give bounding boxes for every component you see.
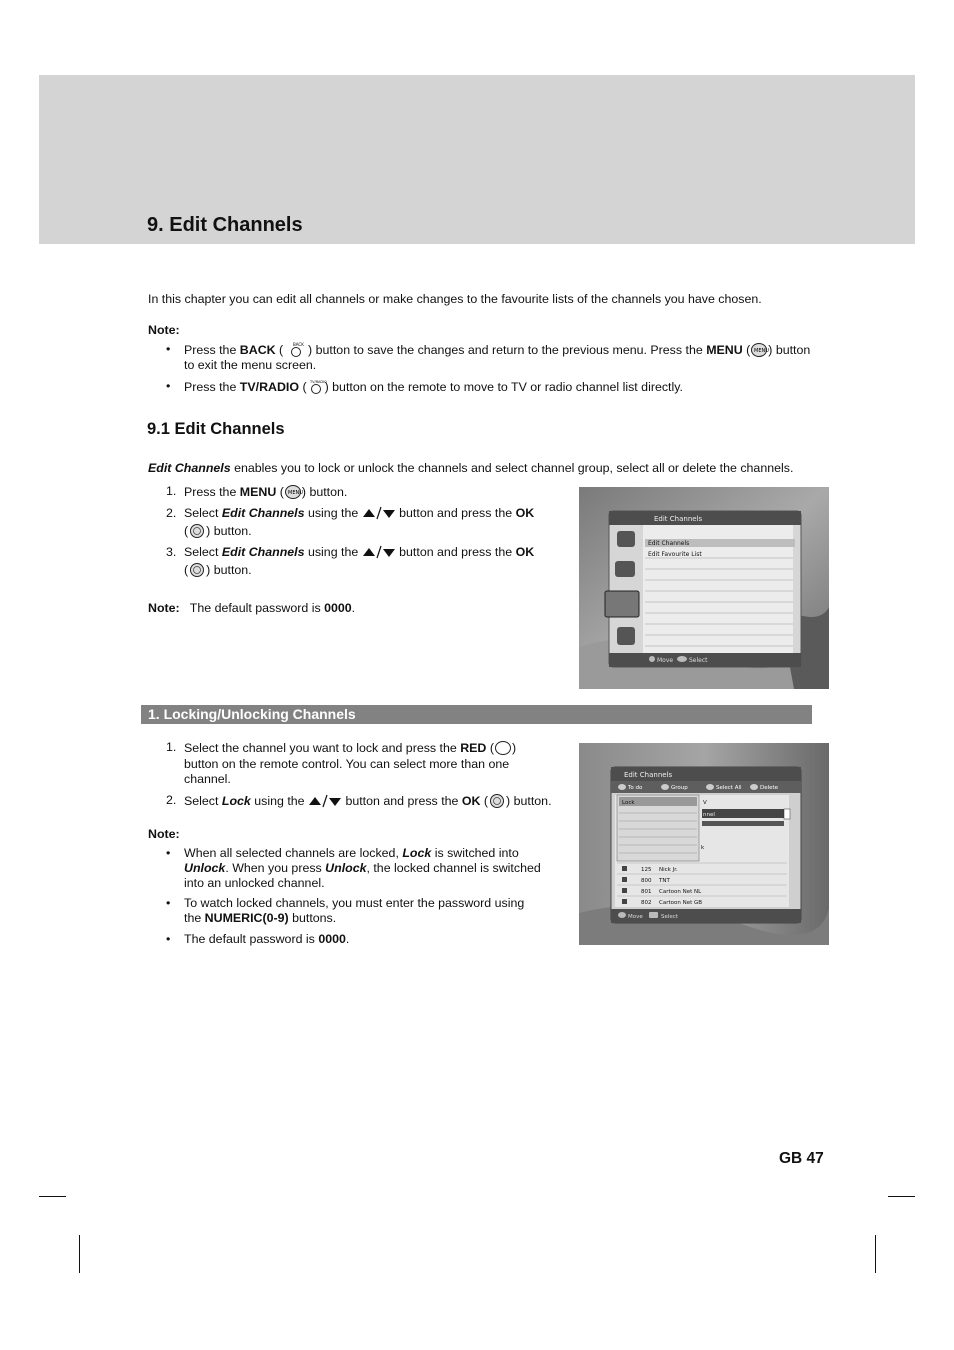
- shot2-channel-num: 800: [641, 878, 652, 884]
- shot2-channel-name: Nick Jr.: [659, 867, 678, 873]
- step-select-lock: Select Lock using the button and press the OK ( ) button.: [184, 794, 552, 808]
- bullet-dot: •: [166, 342, 171, 356]
- shot2-footer-select: Select: [661, 914, 678, 920]
- step-number: 2.: [166, 506, 177, 520]
- step-number: 2.: [166, 793, 177, 807]
- svg-text:BACK: BACK: [292, 342, 304, 347]
- shot2-channel-name: Cartoon Net GB: [659, 900, 703, 906]
- note-bullet-password-line2: the NUMERIC(0-9) buttons.: [184, 911, 337, 925]
- note-bullet-password: To watch locked channels, you must enter the password using: [184, 896, 525, 910]
- up-down-arrow-icon: [362, 545, 396, 558]
- step-number: 1.: [166, 740, 177, 754]
- bullet-dot: •: [166, 896, 171, 910]
- shot2-channel-num: 802: [641, 900, 652, 906]
- shot1-footer-select: Select: [689, 657, 708, 664]
- shot2-btn-todo: To do: [628, 785, 643, 791]
- crop-mark: [888, 1196, 915, 1197]
- shot1-item: Edit Channels: [648, 540, 690, 547]
- ok-button-icon: [188, 523, 206, 538]
- back-button-icon: [287, 342, 305, 357]
- section-title: 9.1 Edit Channels: [147, 420, 285, 438]
- shot2-channel-num: 125: [641, 867, 652, 873]
- bullet-dot: •: [166, 846, 171, 860]
- section-bar-locking: 1. Locking/Unlocking Channels: [141, 705, 812, 724]
- svg-text:MENU: MENU: [287, 490, 303, 496]
- crop-mark: [875, 1235, 876, 1273]
- note-bullet-lock-switch-line2: Unlock. When you press Unlock, the locked channel is switched: [184, 861, 541, 875]
- step-press-menu: Press the MENU ( MENU ) button.: [184, 485, 348, 499]
- crop-mark: [39, 1196, 66, 1197]
- note-bullet-back-line2: to exit the menu screen.: [184, 358, 317, 372]
- step-ok-line: ( ) button.: [184, 563, 252, 577]
- up-down-arrow-icon: [362, 506, 396, 519]
- shot2-fragment: nnel: [703, 812, 715, 818]
- password-note: Note: The default password is 0000.: [148, 601, 356, 615]
- shot2-btn-group: Group: [671, 785, 688, 791]
- crop-mark: [79, 1235, 80, 1273]
- step-select-channel-red: Select the channel you want to lock and press the RED ( ): [184, 741, 517, 755]
- svg-text:MENU: MENU: [754, 348, 770, 354]
- page-number: GB 47: [779, 1150, 824, 1167]
- shot2-channel-name: Cartoon Net NL: [659, 889, 702, 895]
- shot1-title: Edit Channels: [654, 515, 703, 523]
- step-select-edit-channels: Select Edit Channels using the button and press the OK: [184, 506, 535, 520]
- note-bullet-back: Press the BACK ( BACK ) button to save the changes and return to the previous menu. Press the MENU ( MENU ) button: [184, 342, 811, 357]
- chapter-title: 9. Edit Channels: [147, 214, 303, 236]
- bullet-dot: •: [166, 932, 171, 946]
- up-down-arrow-icon: [308, 794, 342, 807]
- menu-button-icon: [284, 484, 302, 499]
- step-number: 1.: [166, 484, 177, 498]
- step-select-channel-line2: button on the remote control. You can select more than one: [184, 757, 510, 771]
- menu-button-icon: [750, 342, 768, 357]
- svg-text:TV/RADIO: TV/RADIO: [309, 380, 327, 384]
- step-number: 3.: [166, 545, 177, 559]
- bullet-dot: •: [166, 379, 171, 393]
- ok-button-icon: [488, 793, 506, 808]
- note-bullet-lock-switch: When all selected channels are locked, Lock is switched into: [184, 846, 519, 860]
- step-select-channel-line3: channel.: [184, 772, 231, 786]
- intro-paragraph: In this chapter you can edit all channels or make changes to the favourite lists of the channels you have chosen.: [148, 292, 762, 306]
- shot2-channel-num: 801: [641, 889, 652, 895]
- section-description: Edit Channels enables you to lock or unlock the channels and select channel group, select all or delete the channels.: [148, 461, 794, 475]
- step-select-edit-channels-2: Select Edit Channels using the button and press the OK: [184, 545, 535, 559]
- note-label: Note:: [148, 323, 180, 337]
- note-bullet-lock-switch-line3: into an unlocked channel.: [184, 876, 325, 890]
- shot2-btn-delete: Delete: [760, 785, 779, 791]
- tv-radio-button-icon: [307, 379, 325, 394]
- ok-button-icon: [188, 562, 206, 577]
- note-bullet-tvradio: Press the TV/RADIO ( TV/RADIO ) button on the remote to move to TV or radio channel list directly.: [184, 380, 683, 394]
- shot2-footer-move: Move: [628, 914, 643, 920]
- shot2-lock-option: Lock: [622, 800, 635, 806]
- shot2-fragment: V: [703, 800, 707, 806]
- shot2-btn-select-all: Select All: [716, 785, 742, 791]
- note-label: Note:: [148, 827, 180, 841]
- shot1-item: Edit Favourite List: [648, 551, 702, 558]
- edit-channels-lock-screenshot: [579, 743, 829, 945]
- shot2-channel-name: TNT: [659, 878, 670, 884]
- step-ok-line: ( ) button.: [184, 524, 252, 538]
- shot2-fragment: k: [701, 845, 705, 851]
- red-button-icon: [494, 740, 512, 755]
- shot1-footer-move: Move: [657, 657, 674, 664]
- note-bullet-default-password: The default password is 0000.: [184, 932, 350, 946]
- edit-channels-menu-screenshot: [579, 487, 829, 689]
- shot2-title: Edit Channels: [624, 771, 673, 779]
